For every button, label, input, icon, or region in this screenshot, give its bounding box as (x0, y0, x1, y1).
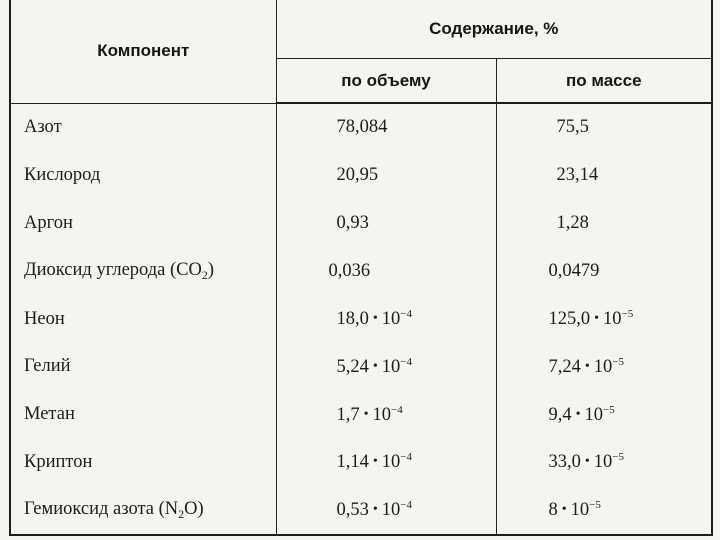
volume-value: 78,084 (276, 103, 496, 152)
volume-value: 0,036 (276, 247, 496, 295)
component-name: Диоксид углерода $(CO_2)$ (10, 247, 276, 295)
mass-value: 125,0 • $10^{-5}$ (496, 295, 712, 343)
table-row (10, 391, 712, 439)
volume-value: 0,53 • $10^{-4}$ (276, 486, 496, 535)
component-name: Метан (10, 391, 276, 439)
atmosphere-composition-table (9, 0, 713, 536)
mass-value: 0,0479 (496, 247, 712, 295)
component-name: Гелий (10, 343, 276, 391)
component-name: Гемиоксид азота $(N_2O)$ (10, 486, 276, 535)
table-row (10, 439, 712, 487)
mass-value: 7,24 • $10^{-5}$ (496, 343, 712, 391)
volume-value: 1,14 • $10^{-4}$ (276, 439, 496, 487)
component-name: Криптон (10, 439, 276, 487)
mass-value: 1,28 (496, 200, 712, 248)
mass-value: 75,5 (496, 103, 712, 152)
table-row (10, 247, 712, 295)
component-name: Кислород (10, 152, 276, 200)
volume-value: 20,95 (276, 152, 496, 200)
header-content: Содержание, % (276, 0, 712, 59)
header-by-mass: по массе (496, 59, 712, 104)
table-row (10, 103, 712, 152)
component-name: Азот (10, 103, 276, 152)
table-row (10, 486, 712, 535)
volume-value: 5,24 • $10^{-4}$ (276, 343, 496, 391)
mass-value: 33,0 • $10^{-5}$ (496, 439, 712, 487)
volume-value: 18,0 • $10^{-4}$ (276, 295, 496, 343)
table-row (10, 152, 712, 200)
component-name: Неон (10, 295, 276, 343)
mass-value: 23,14 (496, 152, 712, 200)
component-name: Аргон (10, 200, 276, 248)
header-component: Компонент (10, 0, 276, 103)
volume-value: 0,93 (276, 200, 496, 248)
table-row (10, 295, 712, 343)
volume-value: 1,7 • $10^{-4}$ (276, 391, 496, 439)
header-by-volume: по объему (276, 59, 496, 104)
mass-value: 8 • $10^{-5}$ (496, 486, 712, 535)
mass-value: 9,4 • $10^{-5}$ (496, 391, 712, 439)
table-row (10, 200, 712, 248)
table-row (10, 343, 712, 391)
